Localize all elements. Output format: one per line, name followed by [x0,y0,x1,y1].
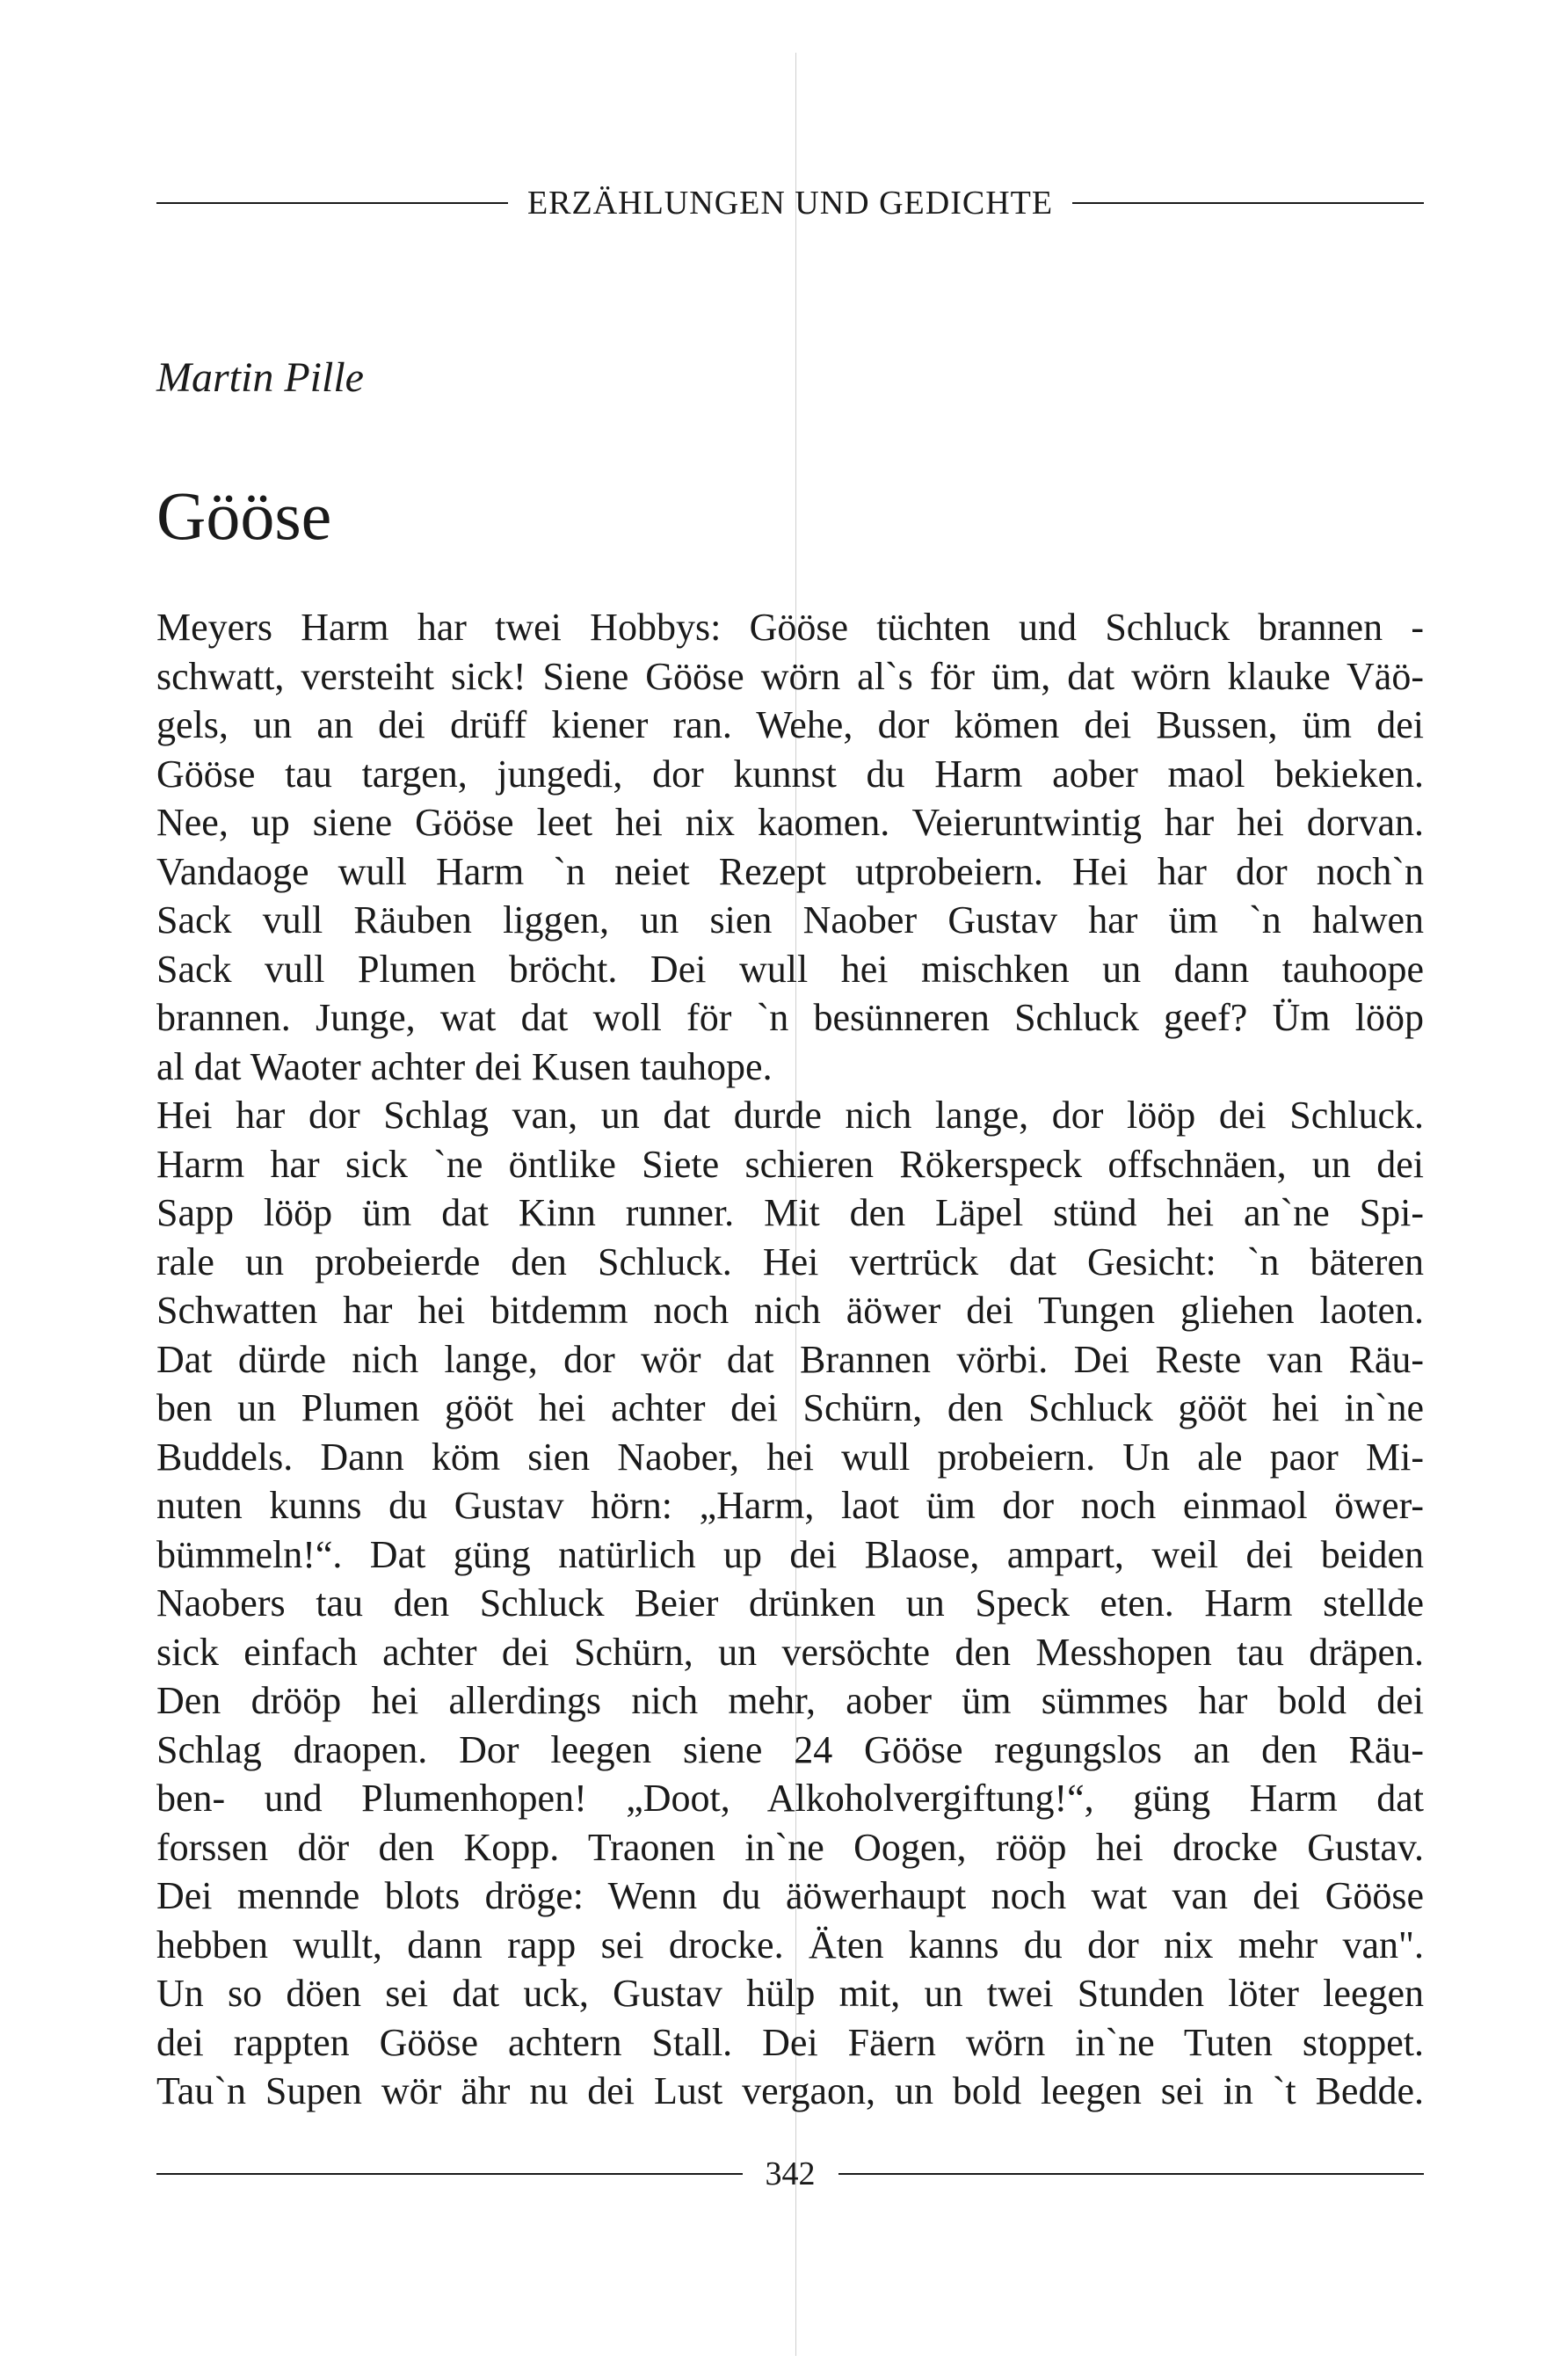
page-footer [156,2152,1424,2196]
text-line: Hei har dor Schlag van, un dat durde nich lange, dor lööp dei Schluck. [156,1094,1424,1137]
footer-rule-right [838,2173,1425,2175]
text-line: hebben wullt, dann rapp sei drocke. Äten kanns du dor nix mehr van". [156,1923,1424,1966]
page-number: 342 [765,2155,816,2192]
text-line: Buddels. Dann köm sien Naober, hei wull probeiern. Un ale paor Mi- [156,1435,1424,1479]
text-line: Nee, up siene Gööse leet hei nix kaomen. Veieruntwintig har hei dorvan. [156,801,1424,844]
text-line: Naobers tau den Schluck Beier drünken un Speck eten. Harm stellde [156,1581,1424,1625]
text-line: Un so döen sei dat uck, Gustav hülp mit, un twei Stunden löter leegen [156,1972,1424,2015]
text-line: forssen dör den Kopp. Traonen in`ne Oogen, rööp hei drocke Gustav. [156,1825,1424,1869]
text-line: gels, un an dei drüff kiener ran. Wehe, dor kömen dei Bussen, üm dei [156,703,1424,746]
text-line: Tau`n Supen wör ähr nu dei Lust vergaon, un bold leegen sei in `t Bedde. [156,2069,1424,2112]
text-line: Dei mennde blots dröge: Wenn du äöwerhaupt noch wat van dei Gööse [156,1874,1424,1917]
text-line: rale un probeierde den Schluck. Hei vertrück dat Gesicht: `n bäteren [156,1239,1424,1283]
story-title: Gööse [156,477,332,554]
text-line: Sack vull Plumen bröcht. Dei wull hei mischken un dann tauhoope [156,947,1424,991]
text-line: ben- und Plumenhopen! „Doot, Alkoholvergiftung!“, güng Harm dat [156,1777,1424,1820]
text-line: bümmeln!“. Dat güng natürlich up dei Blaose, ampart, weil dei beiden [156,1532,1424,1576]
footer-rule-left [156,2173,743,2175]
text-line: Sack vull Räuben liggen, un sien Naober Gustav har üm `n halwen [156,898,1424,941]
text-line: Harm har sick `ne öntlike Siete schieren Rökerspeck offschnäen, un dei [156,1142,1424,1186]
running-header [156,181,1424,225]
text-line: sick einfach achter dei Schürn, un versöchte den Messhopen tau dräpen. [156,1630,1424,1674]
text-line: nuten kunns du Gustav hörn: „Harm, laot üm dor noch einmaol öwer- [156,1484,1424,1527]
header-rule-right [1072,202,1424,204]
story-body [156,603,1424,2116]
text-line: Sapp lööp üm dat Kinn runner. Mit den Läpel stünd hei an`ne Spi- [156,1191,1424,1234]
text-line: Dat dürde nich lange, dor wör dat Brannen vörbi. Dei Reste van Räu- [156,1337,1424,1381]
text-line: schwatt, versteiht sick! Siene Gööse wörn al`s för üm, dat wörn klauke Väö- [156,654,1424,698]
text-line: Gööse tau targen, jungedi, dor kunnst du Harm aober maol bekieken. [156,752,1424,796]
running-head-text: ERZÄHLUNGEN UND GEDICHTE [526,185,1054,222]
author-name: Martin Pille [156,354,364,401]
text-line: Vandaoge wull Harm `n neiet Rezept utprobeiern. Hei har dor noch`n [156,849,1424,893]
text-line: Den drööp hei allerdings nich mehr, aober üm sümmes har bold dei [156,1679,1424,1722]
text-line: Schwatten har hei bitdemm noch nich äöwer dei Tungen gliehen laoten. [156,1289,1424,1332]
text-line: brannen. Junge, wat dat woll för `n besünneren Schluck geef? Üm lööp [156,996,1424,1039]
text-line: ben un Plumen gööt hei achter dei Schürn, den Schluck gööt hei in`ne [156,1386,1424,1429]
text-line: Meyers Harm har twei Hobbys: Gööse tüchten und Schluck brannen - [156,606,1424,649]
text-line-paragraph-end: al dat Waoter achter dei Kusen tauhope. [156,1044,773,1088]
text-line: Schlag draopen. Dor leegen siene 24 Gööse regungslos an den Räu- [156,1727,1424,1771]
text-line: dei rappten Gööse achtern Stall. Dei Fäern wörn in`ne Tuten stoppet. [156,2020,1424,2064]
header-rule-left [156,202,508,204]
